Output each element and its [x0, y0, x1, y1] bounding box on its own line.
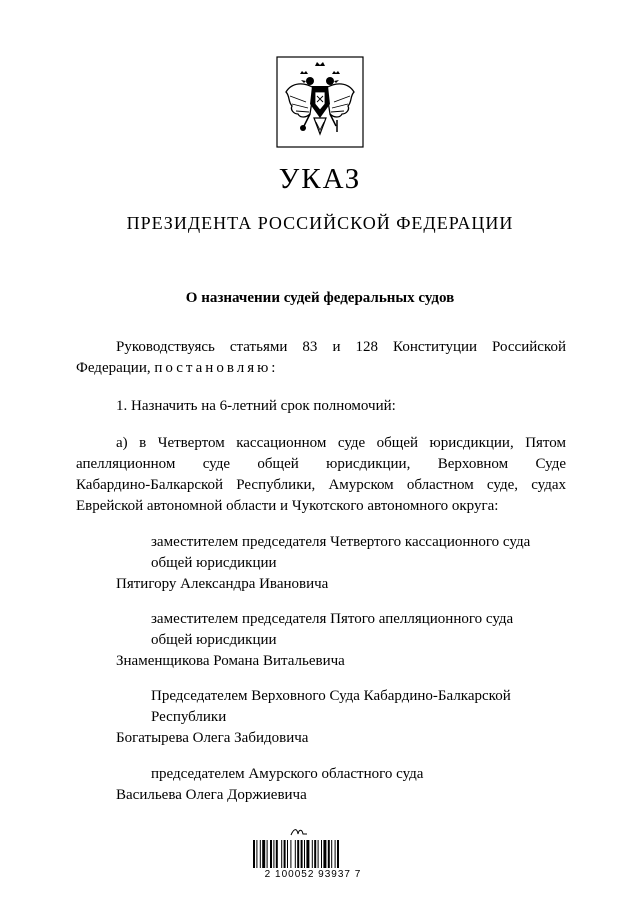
barcode-bar	[256, 840, 257, 868]
preamble-line-1: Руководствуясь статьями 83 и 128 Конституции Российской	[116, 339, 566, 355]
appointment-1-person: Пятигору Александра Ивановича	[116, 576, 329, 592]
sub-a-line-2: апелляционном суде общей юрисдикции, Верховном Суде	[76, 456, 566, 472]
scribble-mark-icon	[290, 826, 308, 838]
appointment-3-position-2: Республики	[151, 709, 227, 725]
preamble-prefix: Федерации,	[76, 360, 151, 376]
barcode-bar	[312, 840, 313, 868]
appointment-2-person: Знаменщикова Романа Витальевича	[116, 653, 345, 669]
barcode-bar	[337, 840, 339, 868]
preamble-resolve: постановляю:	[154, 360, 279, 376]
sub-a-line-3: Кабардино-Балкарской Республики, Амурском областном суде, судах	[76, 477, 566, 493]
barcode-bar	[284, 840, 286, 868]
barcode-bar	[331, 840, 332, 868]
barcode-bar	[260, 840, 261, 868]
appointment-3-position-1: Председателем Верховного Суда Кабардино-Балкарской	[151, 688, 511, 704]
sub-a-line-4: Еврейской автономной области и Чукотского автономного округа:	[76, 498, 499, 514]
barcode-bar	[328, 840, 330, 868]
double-headed-eagle-icon	[276, 56, 364, 148]
decree-heading: О назначении судей федеральных судов	[185, 290, 455, 306]
barcode-bar	[304, 840, 305, 868]
barcode-bar	[270, 840, 272, 868]
barcode-bar	[287, 840, 288, 868]
appointment-3-person: Богатырева Олега Забидовича	[116, 730, 309, 746]
barcode-icon	[252, 840, 366, 870]
barcode-bar	[273, 840, 274, 868]
appointment-2-position-2: общей юрисдикции	[151, 632, 277, 648]
appointment-4-position-1: председателем Амурского областного суда	[151, 766, 424, 782]
barcode-bar	[314, 840, 316, 868]
barcode-bar	[253, 840, 255, 868]
preamble-line-2	[76, 358, 566, 379]
barcode-bar	[335, 840, 336, 868]
sub-a-line-1: а) в Четвертом кассационном суде общей юрисдикции, Пятом	[116, 435, 566, 451]
barcode-bar	[267, 840, 268, 868]
barcode-bar	[306, 840, 309, 868]
appointment-1-position-2: общей юрисдикции	[151, 555, 277, 571]
barcode-number: 2 100052 93937 7	[264, 869, 362, 880]
document-title: УКАЗ	[278, 163, 362, 195]
barcode-bar	[321, 840, 322, 868]
barcode-bar	[290, 840, 291, 868]
barcode-bar	[301, 840, 303, 868]
barcode-bar	[276, 840, 278, 868]
appointment-2-position-1: заместителем председателя Пятого апелляционного суда	[151, 611, 514, 627]
document-subtitle: ПРЕЗИДЕНТА РОССИЙСКОЙ ФЕДЕРАЦИИ	[126, 213, 514, 233]
barcode-bar	[295, 840, 296, 868]
item-1: 1. Назначить на 6-летний срок полномочий:	[116, 398, 396, 414]
appointment-1-position-1: заместителем председателя Четвертого кассационного суда	[151, 534, 531, 550]
barcode-bar	[297, 840, 299, 868]
barcode-bar	[281, 840, 282, 868]
barcode-bar	[318, 840, 319, 868]
barcode-bar	[323, 840, 326, 868]
appointment-4-person: Васильева Олега Доржиевича	[116, 787, 307, 803]
barcode-bar	[262, 840, 265, 868]
